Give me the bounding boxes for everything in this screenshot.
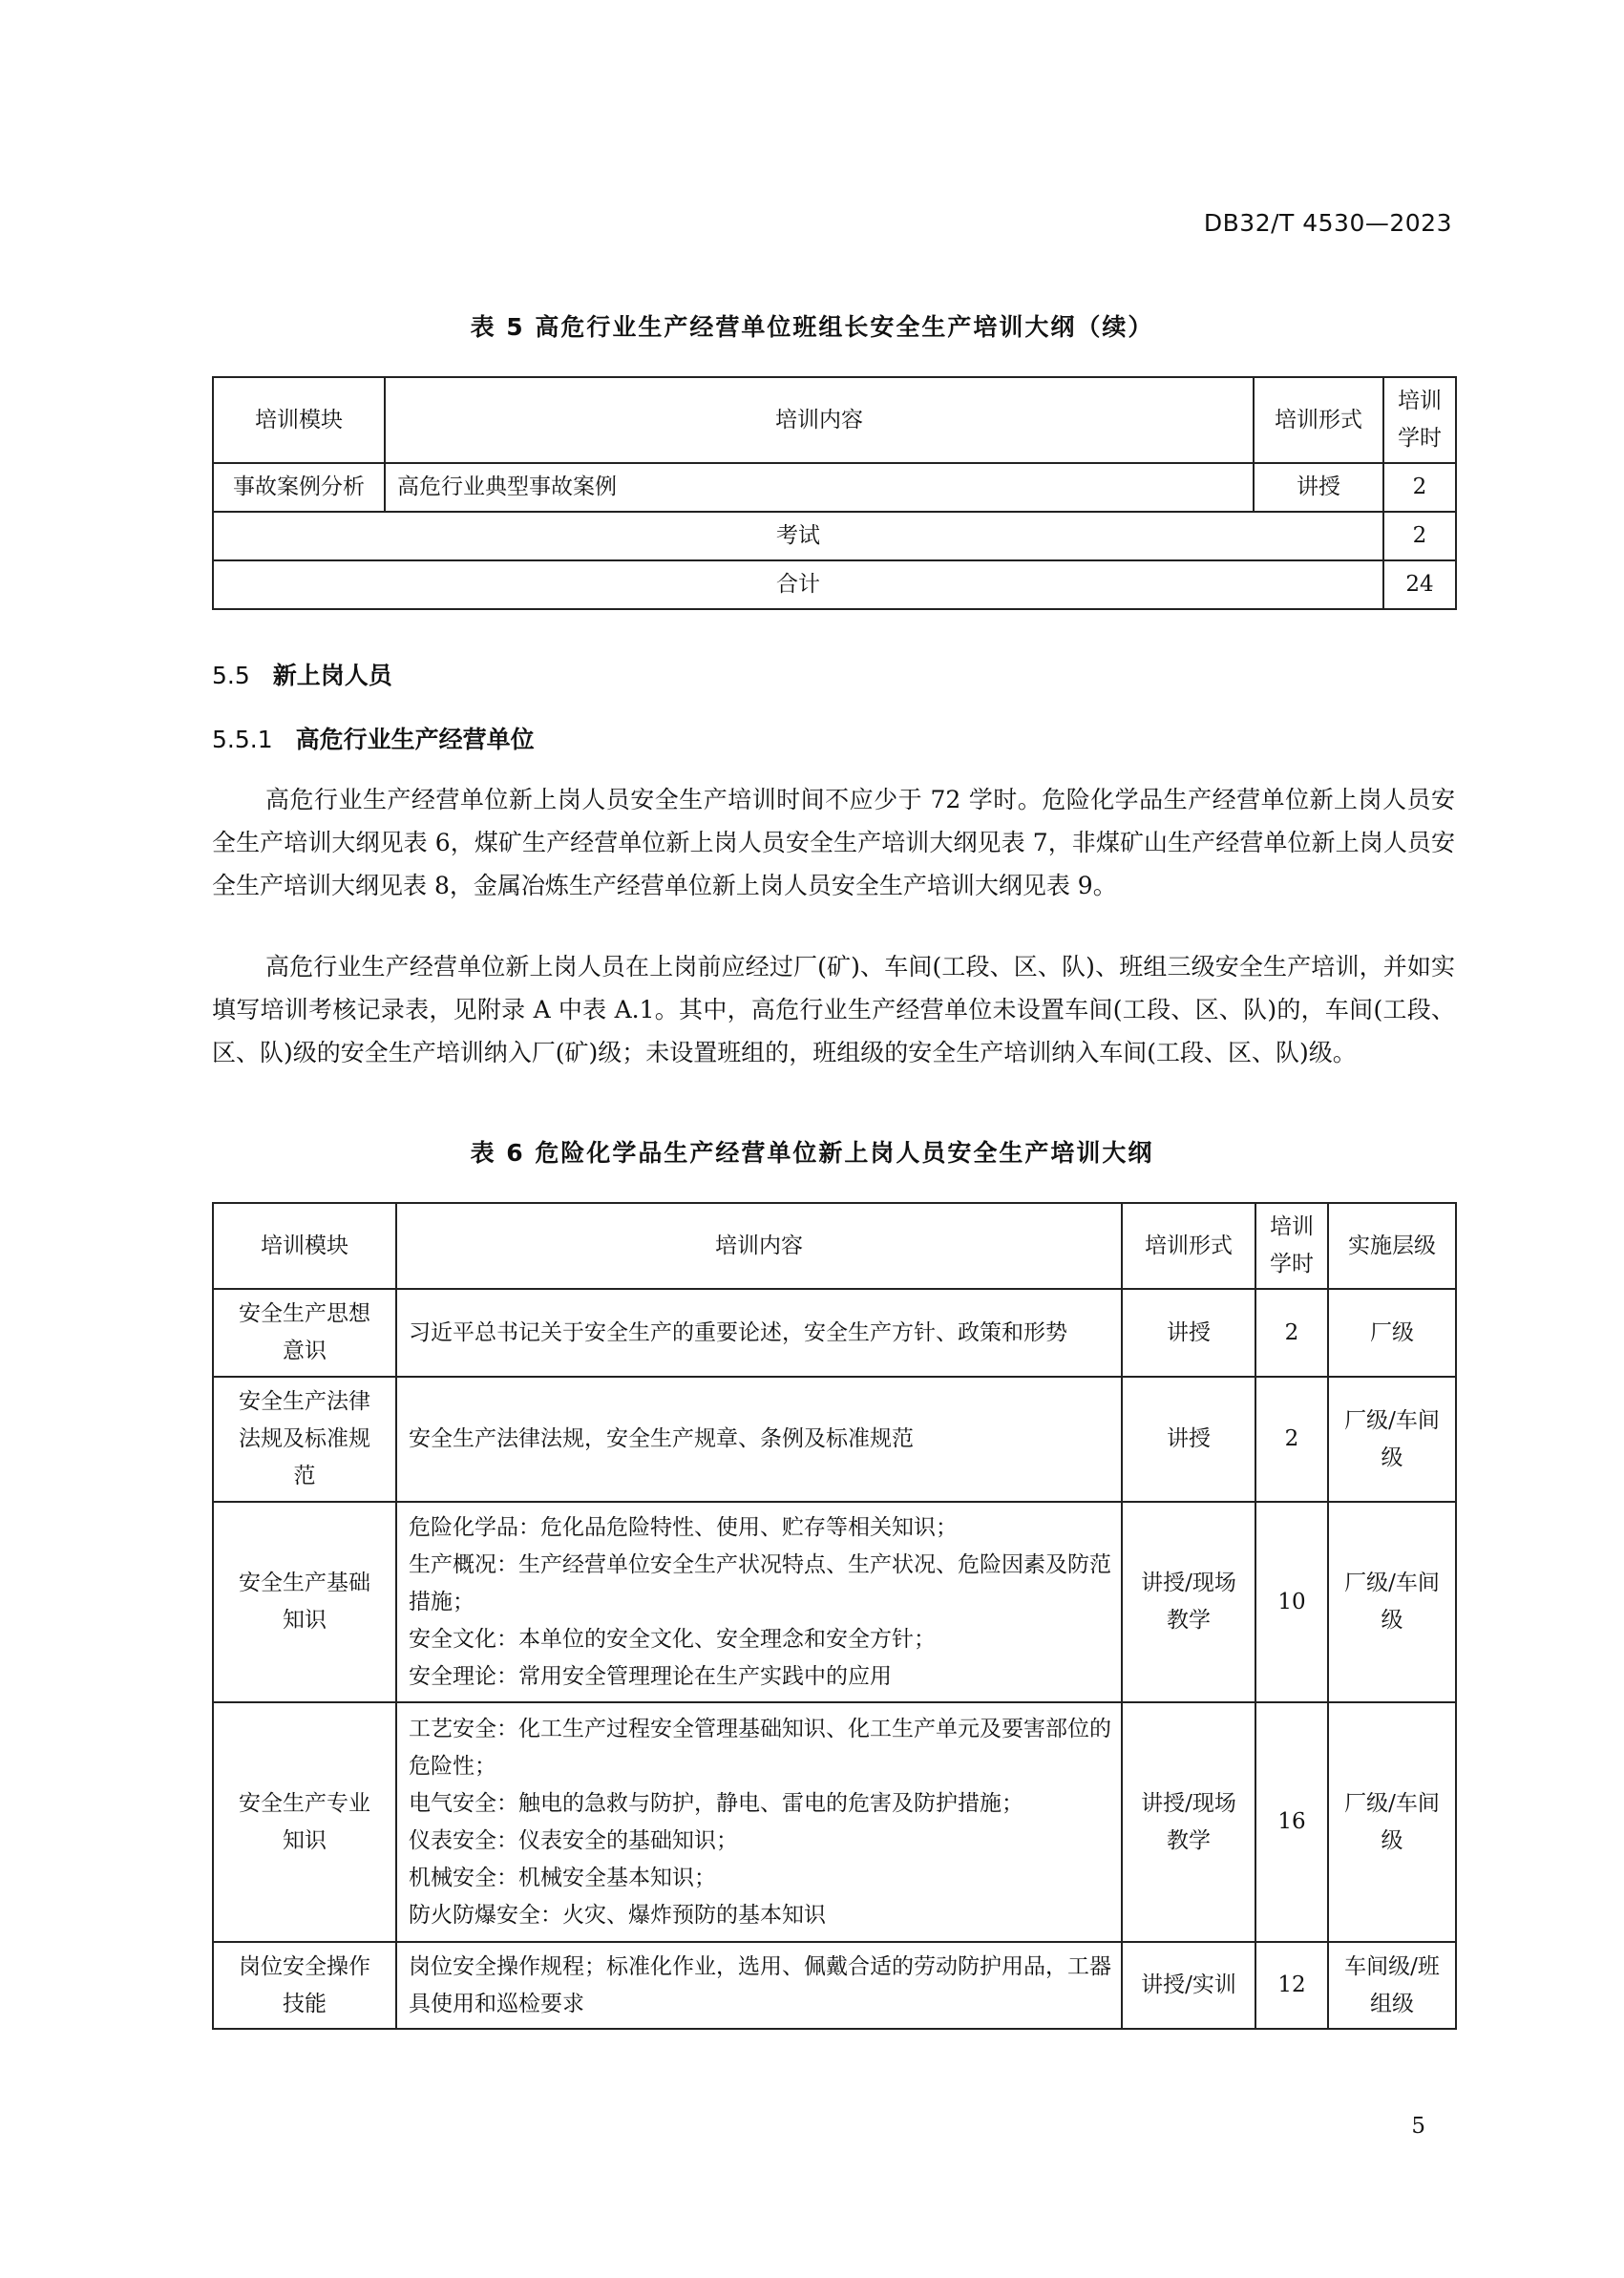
table5-cell-form: 讲授 [1254, 463, 1383, 512]
section-number: 5.5.1 [212, 726, 273, 753]
table5-exam-row [213, 512, 1456, 560]
table6-cell-level: 厂级 [1328, 1289, 1456, 1377]
table6-caption: 表 6 危险化学品生产经营单位新上岗人员安全生产培训大纲 [470, 1139, 1154, 1167]
table6-header-row [213, 1203, 1456, 1289]
section-5-5-1-heading [212, 721, 535, 755]
table6-cell-form: 讲授 [1122, 1289, 1255, 1377]
table-row [213, 1377, 1456, 1502]
table-row [213, 1942, 1456, 2029]
table6-cell-level: 车间级/班 组级 [1328, 1942, 1456, 2029]
table-row [213, 1502, 1456, 1702]
table5-caption: 表 5 高危行业生产经营单位班组长安全生产培训大纲（续） [470, 313, 1154, 341]
table5-total-row [213, 560, 1456, 609]
table5-header-module: 培训模块 [213, 377, 385, 463]
table6-cell-hours: 2 [1255, 1377, 1328, 1502]
table5-cell-hours: 2 [1383, 463, 1456, 512]
table6-cell-content: 危险化学品：危化品危险特性、使用、贮存等相关知识； 生产概况：生产经营单位安全生产状况特点、生产状况、危险因素及防范措施； 安全文化：本单位的安全文化、安全理念和安全方针； 安全理论：常用安全管理理论在生产实践中的应用 [396, 1502, 1122, 1702]
table6 [212, 1202, 1457, 2030]
table6-header-hours: 培训 学时 [1255, 1203, 1328, 1289]
table5 [212, 376, 1457, 610]
table6-cell-hours: 2 [1255, 1289, 1328, 1377]
table5-exam-hours: 2 [1383, 512, 1456, 560]
table5-total-label: 合计 [213, 560, 1383, 609]
table6-header-form: 培训形式 [1122, 1203, 1255, 1289]
table5-header-row [213, 377, 1456, 463]
table6-cell-module: 岗位安全操作 技能 [213, 1942, 396, 2029]
table6-cell-module: 安全生产法律 法规及标准规 范 [213, 1377, 396, 1502]
table5-cell-content: 高危行业典型事故案例 [385, 463, 1254, 512]
table-row [213, 1289, 1456, 1377]
table6-cell-content: 安全生产法律法规，安全生产规章、条例及标准规范 [396, 1377, 1122, 1502]
table6-cell-content: 工艺安全：化工生产过程安全管理基础知识、化工生产单元及要害部位的危险性； 电气安全：触电的急救与防护，静电、雷电的危害及防护措施； 仪表安全：仪表安全的基础知识； 机械安全：机械安全基本知识； 防火防爆安全：火灾、爆炸预防的基本知识 [396, 1702, 1122, 1942]
table6-header-module: 培训模块 [213, 1203, 396, 1289]
section-title: 新上岗人员 [272, 662, 392, 689]
table-row [213, 463, 1456, 512]
table6-cell-module: 安全生产基础 知识 [213, 1502, 396, 1702]
table6-cell-form: 讲授/实训 [1122, 1942, 1255, 2029]
page-number: 5 [1411, 2114, 1425, 2139]
table5-total-hours: 24 [1383, 560, 1456, 609]
table5-cell-module: 事故案例分析 [213, 463, 385, 512]
table6-cell-level: 厂级/车间 级 [1328, 1702, 1456, 1942]
table6-cell-hours: 16 [1255, 1702, 1328, 1942]
table6-header-level: 实施层级 [1328, 1203, 1456, 1289]
table5-header-content: 培训内容 [385, 377, 1254, 463]
paragraph-1: 高危行业生产经营单位新上岗人员安全生产培训时间不应少于 72 学时。危险化学品生产经营单位新上岗人员安全生产培训大纲见表 6，煤矿生产经营单位新上岗人员安全生产培训大纲见表 7，非煤矿山生产经营单位新上岗人员安全生产培训大纲见表 8，金属冶炼生产经营单位新上岗人员安全生产培训大纲见表 9。 [212, 786, 1455, 899]
table6-cell-content: 岗位安全操作规程；标准化作业，选用、佩戴合适的劳动防护用品，工器具使用和巡检要求 [396, 1942, 1122, 2029]
table6-cell-hours: 10 [1255, 1502, 1328, 1702]
table5-header-form: 培训形式 [1254, 377, 1383, 463]
table6-cell-form: 讲授/现场 教学 [1122, 1702, 1255, 1942]
table6-cell-form: 讲授 [1122, 1377, 1255, 1502]
table6-cell-hours: 12 [1255, 1942, 1328, 2029]
table-row [213, 1702, 1456, 1942]
table5-header-hours: 培训 学时 [1383, 377, 1456, 463]
document-code: DB32/T 4530—2023 [1203, 209, 1452, 237]
section-number: 5.5 [212, 662, 250, 689]
table5-exam-label: 考试 [213, 512, 1383, 560]
table6-cell-form: 讲授/现场 教学 [1122, 1502, 1255, 1702]
section-title: 高危行业生产经营单位 [295, 726, 535, 753]
section-5-5-heading [212, 657, 392, 691]
table6-cell-level: 厂级/车间 级 [1328, 1377, 1456, 1502]
table6-header-content: 培训内容 [396, 1203, 1122, 1289]
table6-cell-module: 安全生产思想 意识 [213, 1289, 396, 1377]
table6-cell-module: 安全生产专业 知识 [213, 1702, 396, 1942]
table6-cell-level: 厂级/车间 级 [1328, 1502, 1456, 1702]
paragraph-2: 高危行业生产经营单位新上岗人员在上岗前应经过厂(矿)、车间(工段、区、队)、班组三级安全生产培训，并如实填写培训考核记录表，见附录 A 中表 A.1。其中，高危行业生产经营单位未设置车间(工段、区、队)的，车间(工段、区、队)级的安全生产培训纳入厂(矿)级；未设置班组的，班组级的安全生产培训纳入车间(工段、区、队)级。 [212, 953, 1455, 1066]
table6-cell-content: 习近平总书记关于安全生产的重要论述，安全生产方针、政策和形势 [396, 1289, 1122, 1377]
